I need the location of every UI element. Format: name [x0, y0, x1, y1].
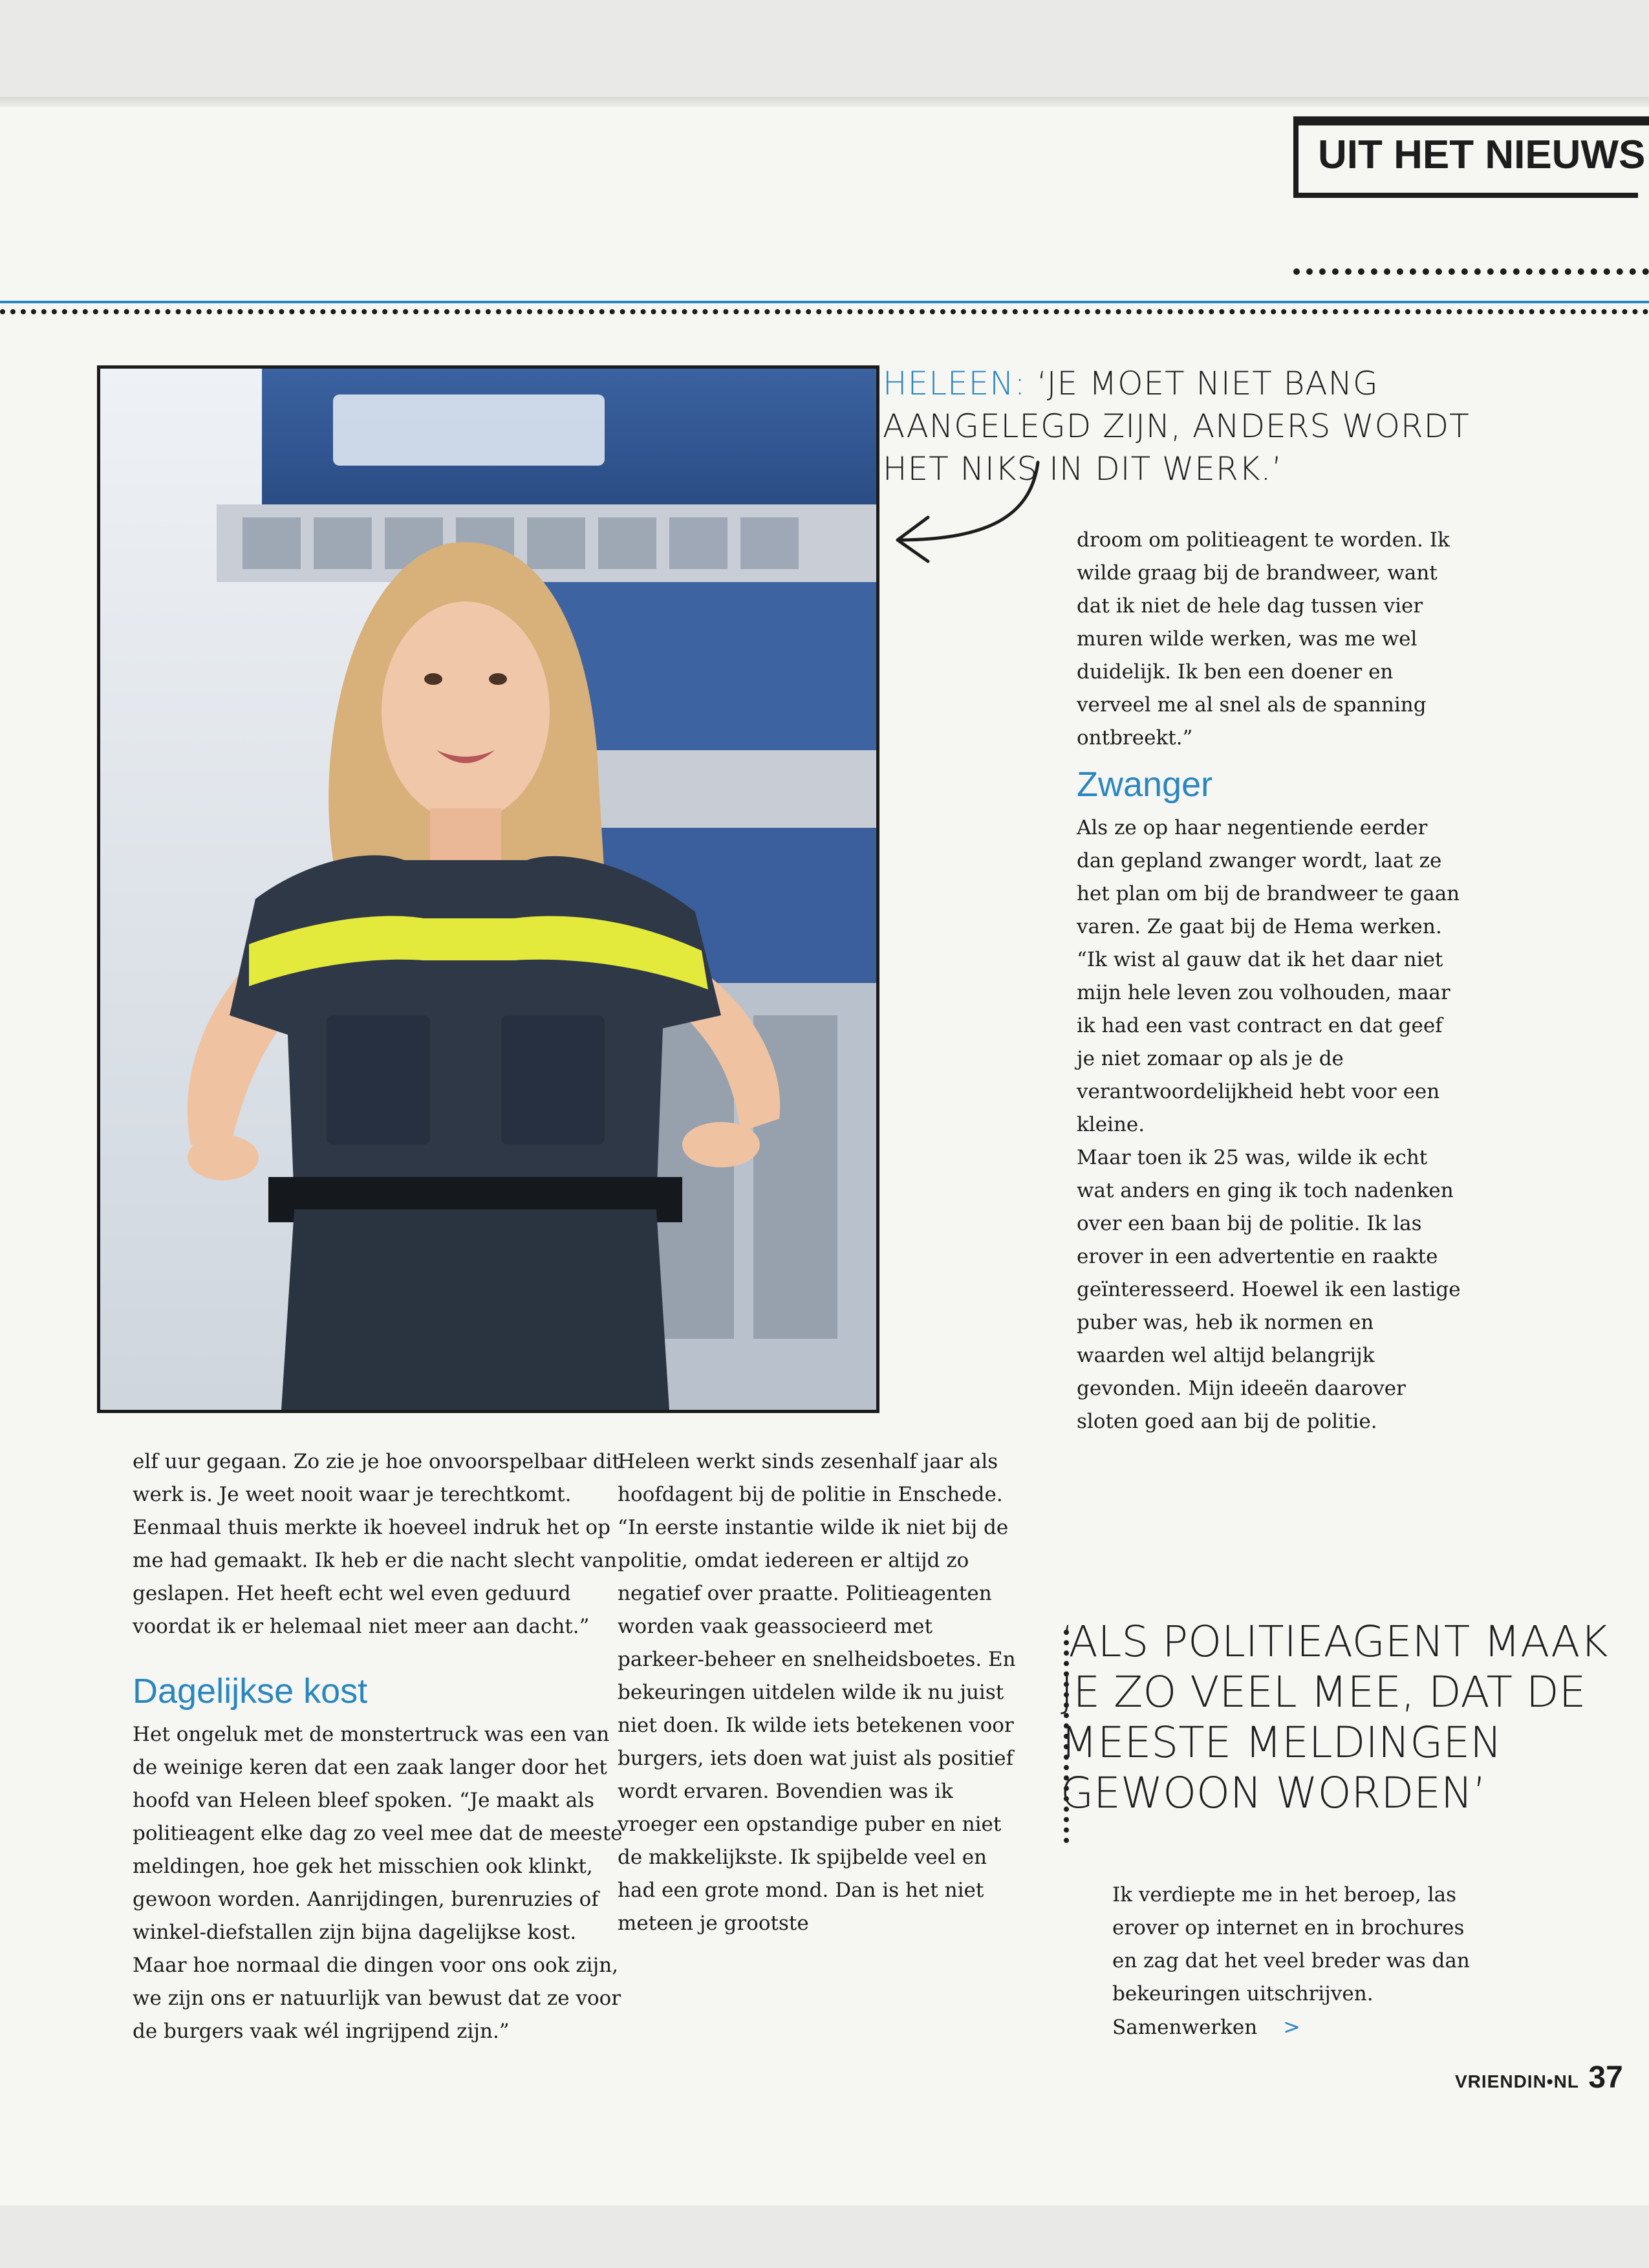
paragraph: Maar toen ik 25 was, wilde ik echt wat anders en ging ik toch nadenken over een baan bij de politie. Ik las erover in een advertentie en raakte geïnteresseerd. Hoewel ik een lastige puber was, heb ik normen en waarden wel altijd belangrijk gevonden. Mijn ideeën daarover sloten goed aan bij de politie. — [1077, 1146, 1461, 1433]
pull-quote-bottom: ‘ALS POLITIEAGENT MAAK JE ZO VEEL MEE, DAT DE MEESTE MELDINGEN GEWOON WORDEN’ — [1061, 1617, 1608, 1818]
page-footer — [1455, 2060, 1623, 2095]
curved-arrow-icon — [886, 453, 1054, 569]
paragraph: droom om politieagent te worden. Ik wilde graag bij de brandweer, want dat ik niet de hele dag tussen vier muren wilde werken, was me wel duidelijk. Ik ben een doener en verveel me al snel als de spanning ontbreekt.” — [1077, 528, 1450, 750]
paragraph — [1112, 1879, 1474, 2044]
footer-site: VRIENDIN•NL — [1455, 2071, 1579, 2091]
paragraph-text: Ik verdiepte me in het beroep, las erover op internet en in brochures en zag dat het veel breder was dan bekeuringen uitschrijven. Samenwerken — [1112, 1883, 1470, 2039]
dotted-divider — [0, 309, 1649, 314]
subhead-zwanger: Zwanger — [1077, 765, 1213, 804]
paragraph: Het ongeluk met de monstertruck was een van de weinige keren dat een zaak langer door het hoofd van Heleen bleef spoken. “Je maakt als politieagent elke dag zo veel mee dat de meeste meldingen, hoe gek het misschien ook klinkt, gewoon worden. Aanrijdingen, burenruzies of winkel-diefstallen zijn bijna dagelijkse kost. Maar hoe normaal die dingen voor ons ook zijn, we zijn ons er natuurlijk van bewust dat ze voor de burgers vaak wél ingrijpend zijn.” — [133, 1723, 623, 2043]
subhead-dagelijkse-kost: Dagelijkse kost — [133, 1672, 368, 1711]
pull-quote-speaker: HELEEN: — [883, 365, 1026, 402]
right-column-top — [1077, 524, 1465, 1438]
section-header — [1293, 125, 1646, 198]
page-number: 37 — [1588, 2060, 1623, 2095]
blue-divider — [0, 301, 1649, 303]
paragraph: elf uur gegaan. Zo zie je hoe onvoorspelbaar dit werk is. Je weet nooit waar je terechtkomt. Eenmaal thuis merkte ik hoeveel indruk het op me had gemaakt. Ik heb er die nacht slecht van geslapen. Het heeft echt wel even geduurd voordat ik er helemaal niet meer aan dacht.” — [133, 1450, 621, 1638]
pull-quote-text: ‘JE MOET NIET BANG AANGELEGD ZIJN, ANDERS WORDT HET NIKS IN DIT WERK.’ — [883, 365, 1470, 488]
police-officer-illustration — [100, 369, 876, 1410]
section-title: UIT HET NIEUWS — [1318, 133, 1646, 177]
right-column-bottom — [1112, 1879, 1474, 2044]
paragraph: Heleen werkt sinds zesenhalf jaar als hoofdagent bij de politie in Enschede. “In eerste instantie wilde ik niet bij de politie, omdat iedereen er altijd zo negatief over praatte. Politieagenten worden vaak geassocieerd met parkeer-beheer en snelheidsboetes. En bekeuringen uitdelen wilde ik nu juist niet doen. Ik wilde iets betekenen voor burgers, iets doen wat juist als positief wordt ervaren. Bovendien was ik vroeger een opstandige puber en niet de makkelijkste. Ik spijbelde veel en had een grote mond. Dan is het niet meteen je grootste — [618, 1450, 1016, 1935]
middle-column — [618, 1445, 1018, 1940]
continue-chevron-icon: > — [1283, 2014, 1300, 2039]
left-column — [133, 1445, 624, 2048]
dotted-divider-header — [1293, 268, 1649, 275]
paragraph: Als ze op haar negentiende eerder dan gepland zwanger wordt, laat ze het plan om bij de brandweer te gaan varen. Ze gaat bij de Hema werken. “Ik wist al gauw dat ik het daar niet mijn hele leven zou volhouden, maar ik had een vast contract en dat geef je niet zomaar op als je de verantwoordelijkheid hebt voor een kleine. — [1077, 816, 1460, 1136]
portrait-photo — [97, 365, 879, 1413]
header-rule — [1293, 116, 1649, 125]
